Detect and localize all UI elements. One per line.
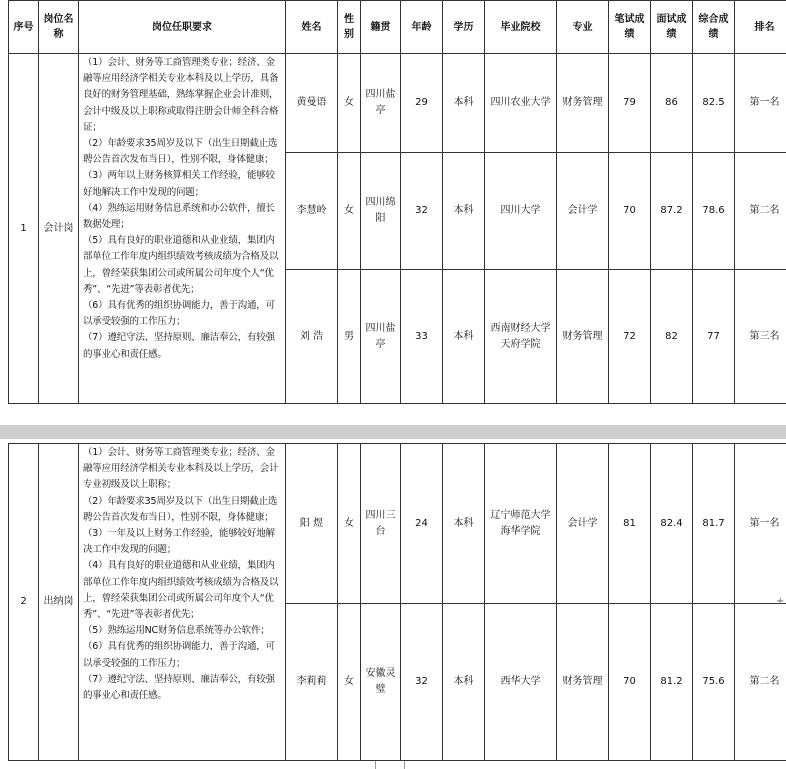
ruler-tick: [404, 761, 405, 769]
candidate-total: 75.6: [693, 604, 735, 761]
candidate-written: 72: [609, 270, 651, 404]
candidate-total: 82.5: [693, 54, 735, 153]
candidate-school: 四川农业大学: [485, 54, 557, 153]
candidate-name: 刘 浩: [286, 270, 338, 404]
candidate-total: 81.7: [693, 444, 735, 604]
requirement-item: （7）遵纪守法、坚持原则、廉洁奉公，有较强的事业心和责任感。: [83, 673, 275, 702]
candidate-name: 李莉莉: [286, 604, 338, 761]
candidate-written: 70: [609, 153, 651, 270]
candidate-gender: 男: [338, 270, 361, 404]
header-gender: 性别: [338, 1, 361, 54]
candidate-age: 33: [401, 270, 443, 404]
candidate-total: 78.6: [693, 153, 735, 270]
candidate-origin: 四川盐亭: [361, 270, 401, 404]
header-name: 姓名: [286, 1, 338, 54]
candidate-school: 西南财经大学天府学院: [485, 270, 557, 404]
candidate-interview: 87.2: [651, 153, 693, 270]
candidate-age: 32: [401, 604, 443, 761]
candidate-education: 本科: [443, 270, 485, 404]
requirement-item: （5）熟练运用NC财务信息系统等办公软件；: [83, 625, 270, 637]
header-education: 学历: [443, 1, 485, 54]
requirements-cell: [79, 54, 286, 404]
candidate-rank: 第二名: [735, 153, 786, 270]
candidate-major: 会计学: [557, 153, 609, 270]
candidate-school: 辽宁师范大学海华学院: [485, 444, 557, 604]
seq-cell: 2: [9, 444, 39, 761]
header-position: 岗位名称: [39, 1, 79, 54]
candidate-written: 79: [609, 54, 651, 153]
candidate-major: 财务管理: [557, 54, 609, 153]
candidate-name: 阳 煜: [286, 444, 338, 604]
header-major: 专业: [557, 1, 609, 54]
candidate-origin: 四川盐亭: [361, 54, 401, 153]
candidate-age: 29: [401, 54, 443, 153]
candidate-name: 黄曼语: [286, 54, 338, 153]
header-total: 综合成绩: [693, 1, 735, 54]
candidate-interview: 82.4: [651, 444, 693, 604]
page-separator: [0, 425, 786, 439]
requirement-item: （7）遵纪守法、坚持原则、廉洁奉公，有较强的事业心和责任感。: [83, 332, 275, 360]
candidate-name: 李慧岭: [286, 153, 338, 270]
header-requirements: 岗位任职要求: [79, 1, 286, 54]
candidate-origin: 四川绵阳: [361, 153, 401, 270]
results-table-1: [8, 0, 786, 404]
requirement-item: （2）年龄要求35周岁及以下（出生日期截止选聘公告首次发布当日），性别不限，身体健康；: [83, 495, 278, 523]
candidate-age: 24: [401, 444, 443, 604]
candidate-origin: 安徽灵璧: [361, 604, 401, 761]
candidate-gender: 女: [338, 604, 361, 761]
ruler-tick: [375, 761, 376, 769]
candidate-rank: 第一名: [735, 54, 786, 153]
table-row: [9, 444, 786, 604]
candidate-rank: 第二名: [735, 604, 786, 761]
seq-cell: 1: [9, 54, 39, 404]
header-school: 毕业院校: [485, 1, 557, 54]
candidate-total: 77: [693, 270, 735, 404]
position-cell: 会计岗: [39, 54, 79, 404]
position-cell: 出纳岗: [39, 444, 79, 761]
header-written: 笔试成绩: [609, 1, 651, 54]
candidate-rank: 第三名: [735, 270, 786, 404]
candidate-written: 81: [609, 444, 651, 604]
requirement-item: （4）具有良好的职业道德和从业业绩，集团内部单位工作年度内组织绩效考核成绩为合格及以上，曾经荣获集团公司或所属公司年度个人“优秀”、“先进”等表彰者优先；: [83, 560, 279, 621]
header-origin: 籍贯: [361, 1, 401, 54]
candidate-education: 本科: [443, 153, 485, 270]
candidate-gender: 女: [338, 153, 361, 270]
candidate-interview: 86: [651, 54, 693, 153]
plus-icon: +: [776, 596, 785, 607]
table-page-1: [8, 0, 780, 404]
requirement-item: （1）会计、财务等工商管理类专业；经济、金融等应用经济学相关专业本科及以上学历，会计专业初级及以上职称；: [83, 447, 279, 491]
candidate-education: 本科: [443, 54, 485, 153]
table-row: [9, 54, 786, 153]
requirement-item: （3）一年及以上财务工作经验，能够较好地解决工作中发现的问题；: [83, 528, 275, 556]
requirement-item: （4）熟练运用财务信息系统和办公软件，擅长数据处理；: [83, 202, 275, 231]
candidate-interview: 82: [651, 270, 693, 404]
candidate-rank: 第一名: [735, 444, 786, 604]
candidate-major: 财务管理: [557, 604, 609, 761]
requirement-item: （3）两年以上财务核算相关工作经验，能够较好地解决工作中发现的问题；: [83, 170, 275, 198]
candidate-origin: 四川三台: [361, 444, 401, 604]
requirement-item: （6）具有优秀的组织协调能力，善于沟通，可以承受较强的工作压力；: [83, 300, 275, 328]
candidate-school: 西华大学: [485, 604, 557, 761]
candidate-major: 会计学: [557, 444, 609, 604]
header-interview: 面试成绩: [651, 1, 693, 54]
candidate-age: 32: [401, 153, 443, 270]
candidate-interview: 81.2: [651, 604, 693, 761]
requirement-item: （1）会计、财务等工商管理类专业；经济、金融等应用经济学相关专业本科及以上学历，具备良好的财务管理基础，熟练掌握企业会计准则，会计中级及以上职称或取得注册会计师全科合格证；: [83, 57, 279, 133]
candidate-education: 本科: [443, 604, 485, 761]
header-rank: 排名: [735, 1, 786, 54]
table-page-2: [8, 443, 780, 761]
candidate-gender: 女: [338, 54, 361, 153]
candidate-education: 本科: [443, 444, 485, 604]
candidate-school: 四川大学: [485, 153, 557, 270]
candidate-written: 70: [609, 604, 651, 761]
header-age: 年龄: [401, 1, 443, 54]
requirement-item: （6）具有优秀的组织协调能力，善于沟通，可以承受较强的工作压力；: [83, 641, 275, 669]
candidate-major: 财务管理: [557, 270, 609, 404]
candidate-gender: 女: [338, 444, 361, 604]
requirements-cell: [79, 444, 286, 761]
results-table-2: [8, 443, 786, 761]
header-row: [9, 1, 786, 54]
header-seq: 序号: [9, 1, 39, 54]
requirement-item: （2）年龄要求35周岁及以下（出生日期截止选聘公告首次发布当日），性别不限，身体健康；: [83, 138, 278, 166]
requirement-item: （5）具有良好的职业道德和从业业绩，集团内部单位工作年度内组织绩效考核成绩为合格及以上，曾经荣获集团公司或所属公司年度个人“优秀”、“先进”等表彰者优先；: [83, 235, 279, 295]
